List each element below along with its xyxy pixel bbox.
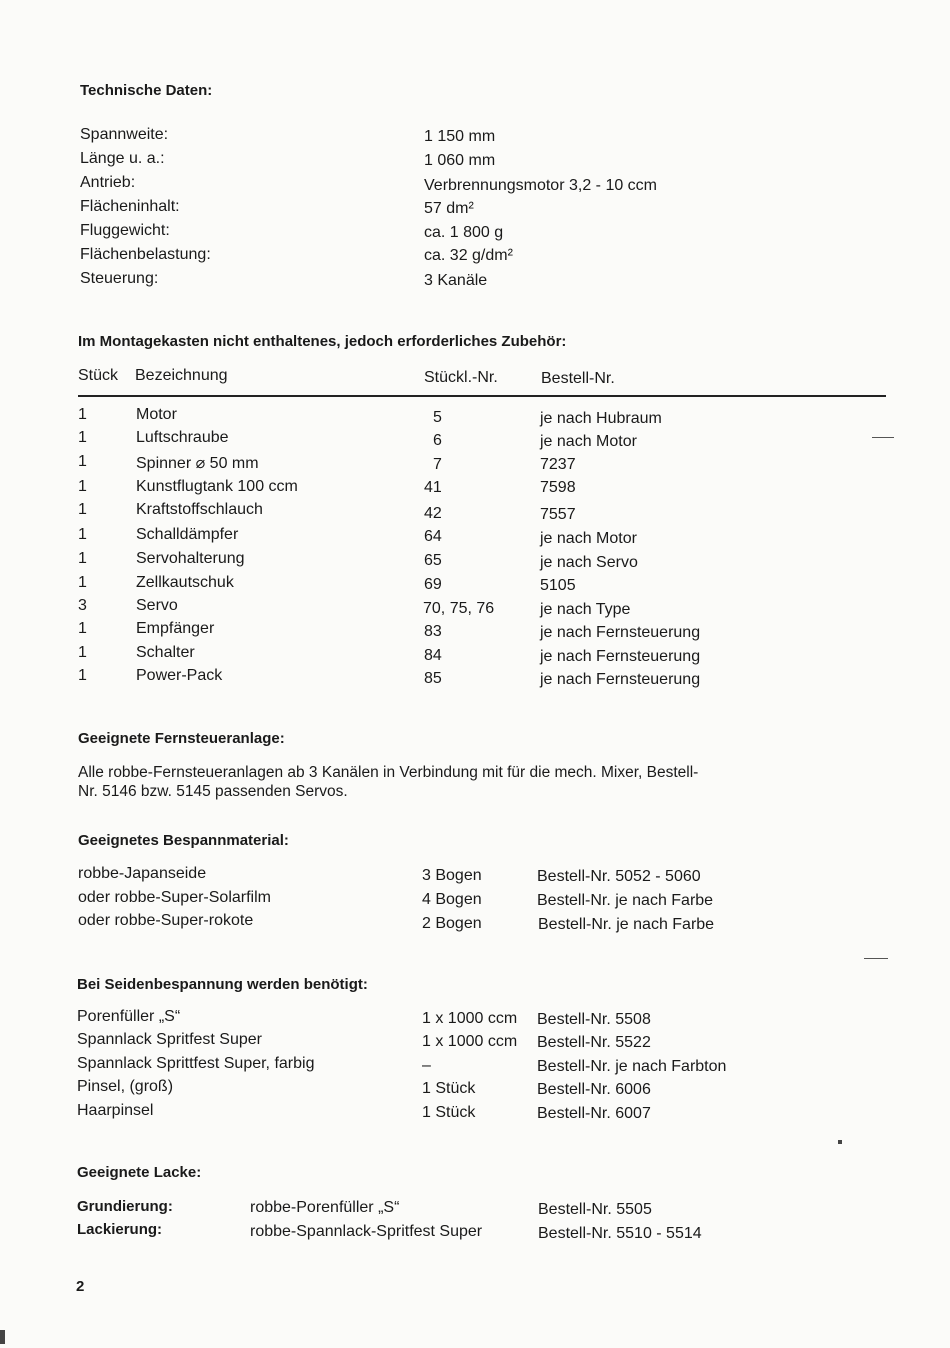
- silk-order: Bestell-Nr. 5522: [537, 1034, 651, 1051]
- column-header-qty: Stück: [78, 367, 119, 384]
- page-number: 2: [76, 1278, 85, 1295]
- covering-name: robbe-Japanseide: [78, 865, 207, 882]
- row-qty: 1: [78, 501, 87, 518]
- silk-qty: 1 Stück: [422, 1104, 476, 1121]
- silk-order: Bestell-Nr. 6006: [537, 1081, 651, 1098]
- row-name: Servohalterung: [136, 550, 245, 567]
- paint-label: Grundierung:: [77, 1198, 173, 1215]
- tech-heading: Technische Daten:: [80, 82, 213, 99]
- silk-heading: Bei Seidenbespannung werden benötigt:: [77, 976, 368, 993]
- silk-name: Spannlack Spritfest Super: [77, 1031, 262, 1048]
- row-qty: 1: [78, 526, 87, 543]
- silk-name: Haarpinsel: [77, 1102, 154, 1119]
- spec-label: Länge u. a.:: [80, 150, 165, 167]
- scan-mark: [872, 437, 894, 438]
- row-part: 69: [424, 576, 442, 593]
- silk-name: Spannlack Sprittfest Super, farbig: [77, 1055, 315, 1072]
- scan-mark: [864, 958, 888, 959]
- row-name: Zellkautschuk: [136, 574, 234, 591]
- row-order: je nach Motor: [540, 433, 637, 450]
- spec-label: Fluggewicht:: [80, 222, 170, 239]
- spec-value: 57 dm²: [424, 200, 474, 217]
- row-order: je nach Fernsteuerung: [540, 671, 701, 688]
- row-name: Schalldämpfer: [136, 526, 239, 543]
- spec-value: ca. 1 800 g: [424, 224, 504, 241]
- row-order: 7557: [540, 506, 576, 523]
- covering-qty: 2 Bogen: [422, 915, 482, 932]
- row-qty: 1: [78, 550, 87, 567]
- row-qty: 1: [78, 429, 87, 446]
- row-name: Power-Pack: [136, 667, 223, 684]
- row-order: je nach Motor: [540, 530, 637, 547]
- row-qty: 1: [78, 478, 87, 495]
- row-part: 6: [433, 432, 442, 449]
- row-qty: 1: [78, 644, 87, 661]
- column-header-part: Stückl.-Nr.: [424, 369, 498, 386]
- silk-name: Pinsel, (groß): [77, 1078, 174, 1095]
- spec-value: 1 060 mm: [424, 152, 496, 169]
- row-name: Servo: [136, 597, 178, 614]
- row-qty: 1: [78, 667, 87, 684]
- silk-order: Bestell-Nr. 6007: [537, 1105, 651, 1122]
- silk-name: Porenfüller „S“: [77, 1008, 181, 1025]
- row-qty: 1: [78, 574, 87, 591]
- row-part: 42: [424, 505, 442, 522]
- covering-order: Bestell-Nr. 5052 - 5060: [537, 868, 701, 885]
- row-part: 65: [424, 552, 442, 569]
- covering-order: Bestell-Nr. je nach Farbe: [538, 916, 715, 933]
- row-qty: 1: [78, 453, 87, 470]
- row-order: 7598: [540, 479, 576, 496]
- covering-qty: 3 Bogen: [422, 867, 482, 884]
- spec-label: Spannweite:: [80, 126, 169, 143]
- silk-order: Bestell-Nr. 5508: [537, 1011, 651, 1028]
- paint-order: Bestell-Nr. 5505: [538, 1201, 652, 1218]
- row-name: Empfänger: [136, 620, 215, 637]
- row-order: je nach Fernsteuerung: [540, 624, 701, 641]
- scan-mark: [838, 1140, 842, 1144]
- row-name: Spinner ⌀ 50 mm: [136, 455, 259, 472]
- row-part: 70, 75, 76: [423, 600, 495, 617]
- covering-order: Bestell-Nr. je nach Farbe: [537, 892, 714, 909]
- spec-label: Steuerung:: [80, 270, 159, 287]
- row-name: Schalter: [136, 644, 195, 661]
- spec-value: ca. 32 g/dm²: [424, 247, 513, 264]
- row-name: Kraftstoffschlauch: [136, 501, 263, 518]
- scan-mark: [0, 1330, 5, 1344]
- spec-label: Flächeninhalt:: [80, 198, 180, 215]
- paints-heading: Geeignete Lacke:: [77, 1164, 202, 1181]
- covering-qty: 4 Bogen: [422, 891, 482, 908]
- spec-value: 3 Kanäle: [424, 272, 488, 289]
- paint-product: robbe-Spannlack-Spritfest Super: [250, 1223, 483, 1240]
- row-order: je nach Type: [540, 601, 631, 618]
- covering-heading: Geeignetes Bespannmaterial:: [78, 832, 289, 849]
- row-order: 5105: [540, 577, 576, 594]
- silk-qty: –: [422, 1057, 431, 1074]
- spec-value: 1 150 mm: [424, 128, 496, 145]
- row-order: je nach Fernsteuerung: [540, 648, 701, 665]
- row-part: 84: [424, 647, 442, 664]
- paint-label: Lackierung:: [77, 1221, 163, 1238]
- accessories-heading: Im Montagekasten nicht enthaltenes, jedoch erforderliches Zubehör:: [78, 333, 567, 350]
- row-qty: 3: [78, 597, 87, 614]
- silk-qty: 1 Stück: [422, 1080, 476, 1097]
- column-header-name: Bezeichnung: [135, 367, 228, 384]
- row-part: 5: [433, 409, 442, 426]
- row-part: 41: [424, 479, 442, 496]
- row-order: je nach Hubraum: [540, 410, 662, 427]
- paint-product: robbe-Porenfüller „S“: [250, 1199, 400, 1216]
- paint-order: Bestell-Nr. 5510 - 5514: [538, 1225, 702, 1242]
- silk-qty: 1 x 1000 ccm: [422, 1010, 518, 1027]
- row-part: 64: [424, 528, 442, 545]
- row-qty: 1: [78, 620, 87, 637]
- silk-qty: 1 x 1000 ccm: [422, 1033, 518, 1050]
- row-name: Motor: [136, 406, 177, 423]
- spec-value: Verbrennungsmotor 3,2 - 10 ccm: [424, 177, 658, 194]
- remote-text-line-2: Nr. 5146 bzw. 5145 passenden Servos.: [78, 783, 348, 800]
- row-name: Kunstflugtank 100 ccm: [136, 478, 298, 495]
- row-part: 7: [433, 456, 442, 473]
- row-name: Luftschraube: [136, 429, 229, 446]
- remote-heading: Geeignete Fernsteueranlage:: [78, 730, 285, 747]
- covering-name: oder robbe-Super-rokote: [78, 912, 254, 929]
- covering-name: oder robbe-Super-Solarfilm: [78, 889, 271, 906]
- silk-order: Bestell-Nr. je nach Farbton: [537, 1058, 727, 1075]
- row-part: 85: [424, 670, 442, 687]
- spec-label: Antrieb:: [80, 174, 136, 191]
- row-order: 7237: [540, 456, 576, 473]
- spec-label: Flächenbelastung:: [80, 246, 211, 263]
- row-qty: 1: [78, 406, 87, 423]
- remote-text-line-1: Alle robbe-Fernsteueranlagen ab 3 Kanälen in Verbindung mit für die mech. Mixer, Bestell-: [78, 764, 699, 781]
- column-header-order: Bestell-Nr.: [541, 370, 615, 387]
- row-part: 83: [424, 623, 442, 640]
- row-order: je nach Servo: [540, 554, 638, 571]
- table-rule: [78, 395, 886, 397]
